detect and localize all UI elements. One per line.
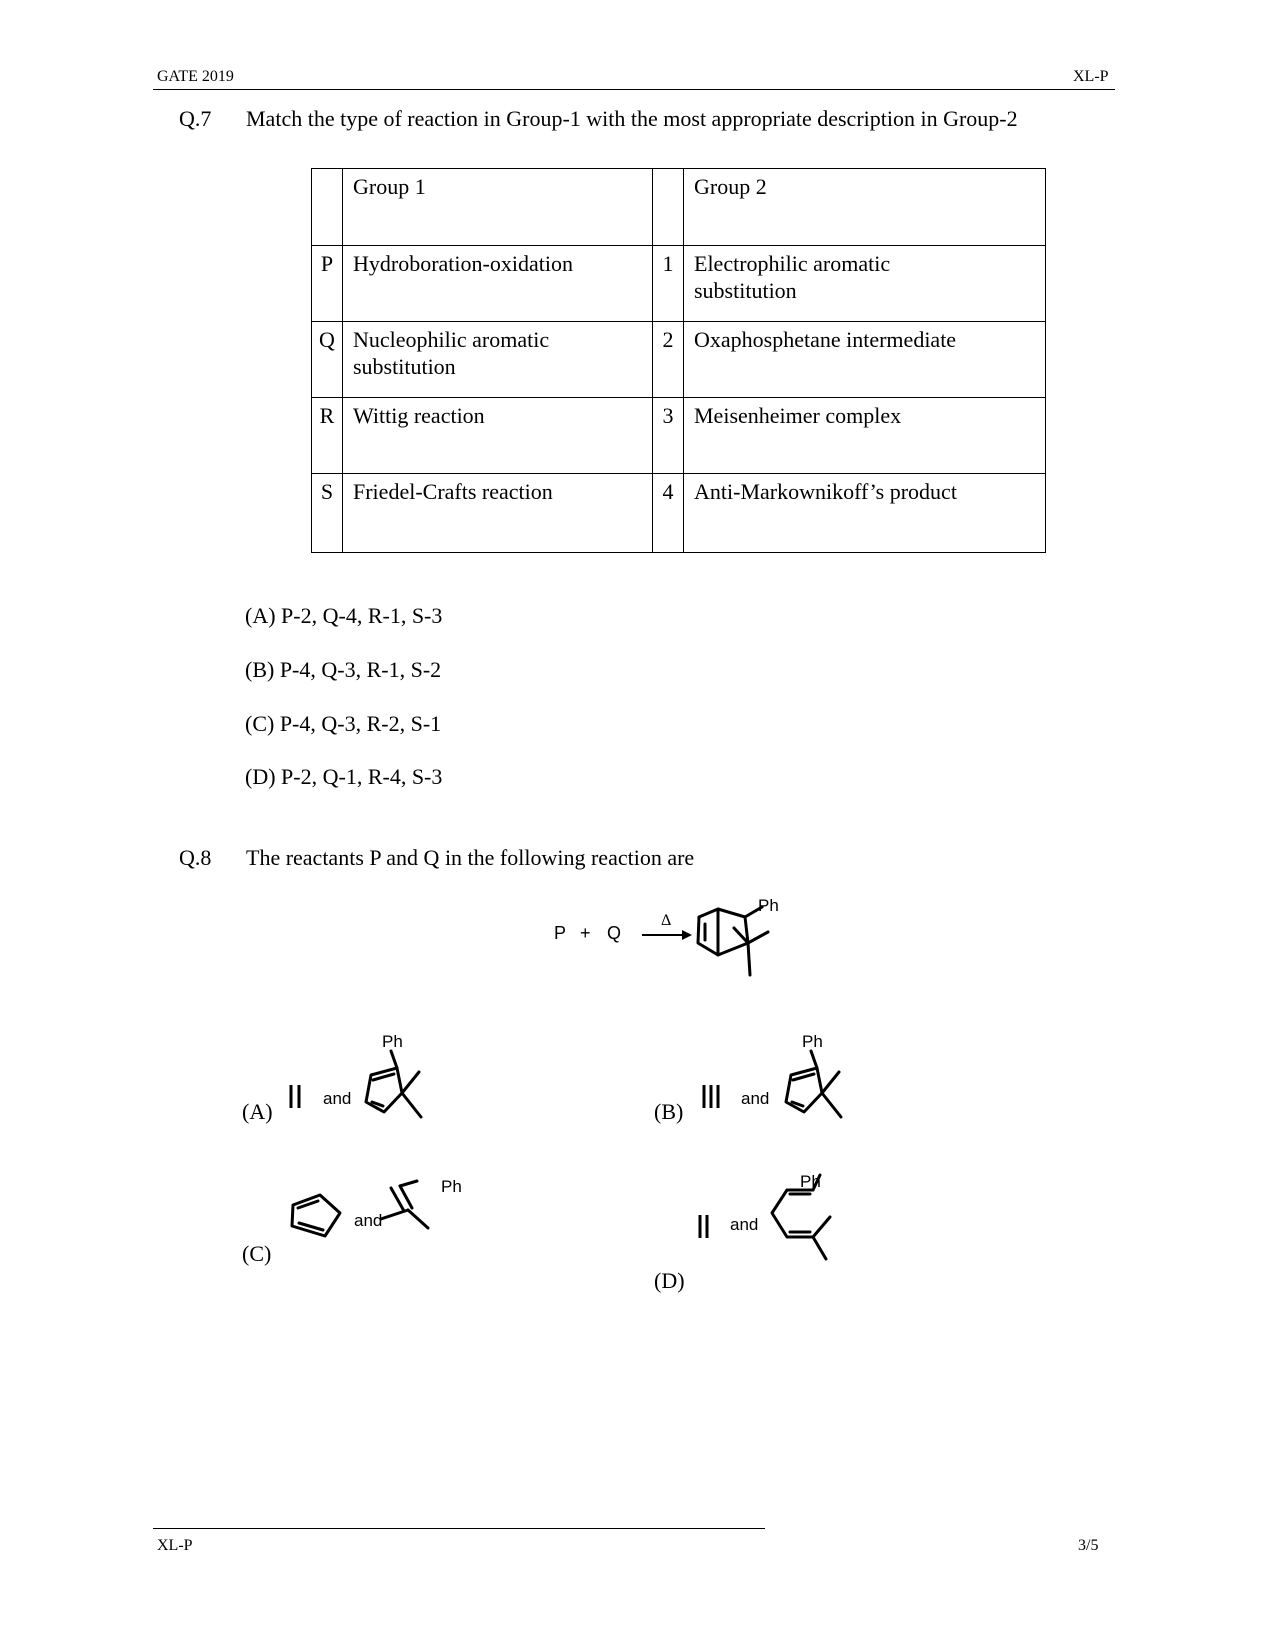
table-row	[312, 322, 1046, 398]
table-header-row	[312, 169, 1046, 246]
reactant-p: P	[554, 923, 567, 943]
q7-match-table	[311, 168, 1046, 553]
footer-paper-code: XL-P	[157, 1537, 193, 1554]
table-group1-item: Hydroboration-oxidation	[343, 246, 653, 322]
table-group2-item: Oxaphosphetane intermediate	[684, 322, 1046, 398]
table-group2-item: Anti-Markownikoff’s product	[684, 474, 1046, 553]
q8-option-c-label[interactable]: (C)	[242, 1241, 272, 1266]
cyclopentadiene-structure	[786, 1051, 841, 1117]
substituent-label: Ph	[802, 1032, 823, 1051]
product-substituent-label: Ph	[758, 896, 779, 915]
reaction-arrow	[642, 930, 692, 940]
table-group2-header: Group 2	[684, 169, 1046, 246]
cyclopentadiene-structure	[366, 1051, 421, 1117]
cyclopentadiene-structure	[292, 1195, 340, 1236]
joiner-text: and	[323, 1089, 352, 1108]
table-group1-item: Friedel-Crafts reaction	[343, 474, 653, 553]
table-key: P	[312, 246, 343, 322]
table-key: R	[312, 398, 343, 474]
ethene-structure	[291, 1085, 299, 1108]
joiner-text: and	[354, 1211, 383, 1230]
q8-option-d-label[interactable]: (D)	[654, 1268, 685, 1293]
reactant-q: Q	[607, 923, 622, 943]
ethyne-structure	[704, 1085, 718, 1108]
table-group2-item: Electrophilic aromatic substitution	[684, 246, 1046, 322]
q8-number: Q.8	[179, 845, 212, 870]
q8-option-a-structures[interactable]	[280, 1030, 450, 1130]
styrene-alkene-structure	[381, 1181, 428, 1228]
q7-option-c[interactable]: (C) P-4, Q-3, R-2, S-1	[245, 711, 442, 736]
table-group1-item: Nucleophilic aromatic substitution	[343, 322, 653, 398]
table-group2-item: Meisenheimer complex	[684, 398, 1046, 474]
table-cell-blank	[653, 169, 684, 246]
joiner-text: and	[730, 1215, 759, 1234]
bicyclic-product-structure	[698, 907, 768, 975]
q8-option-b-structures[interactable]	[695, 1030, 865, 1130]
table-cell-blank	[312, 169, 343, 246]
table-group1-item: Wittig reaction	[343, 398, 653, 474]
table-num: 4	[653, 474, 684, 553]
footer-page-number: 3/5	[1078, 1537, 1099, 1554]
header-exam-title: GATE 2019	[157, 68, 234, 85]
q7-option-a[interactable]: (A) P-2, Q-4, R-1, S-3	[245, 603, 443, 628]
q7-option-b[interactable]: (B) P-4, Q-3, R-1, S-2	[245, 657, 442, 682]
table-num: 2	[653, 322, 684, 398]
joiner-text: and	[741, 1089, 770, 1108]
substituent-label: Ph	[382, 1032, 403, 1051]
header-rule	[153, 89, 1115, 90]
plus-sign: +	[580, 923, 591, 943]
q7-number: Q.7	[179, 106, 212, 131]
q8-option-b-label[interactable]: (B)	[654, 1099, 684, 1124]
table-group1-header: Group 1	[343, 169, 653, 246]
substituent-label: Ph	[800, 1172, 821, 1191]
q7-text: Match the type of reaction in Group-1 with the most appropriate description in Group-2	[246, 106, 1018, 131]
table-row	[312, 474, 1046, 553]
q8-option-a-label[interactable]: (A)	[242, 1099, 273, 1124]
table-row	[312, 398, 1046, 474]
table-key: S	[312, 474, 343, 553]
header-paper-code: XL-P	[1073, 68, 1109, 85]
table-num: 1	[653, 246, 684, 322]
q8-reaction-scheme	[540, 895, 820, 995]
heat-symbol: Δ	[661, 912, 672, 929]
table-row	[312, 246, 1046, 322]
q8-option-c-structures[interactable]	[280, 1175, 500, 1275]
footer-rule	[153, 1528, 765, 1529]
ethene-structure	[700, 1215, 707, 1238]
table-num: 3	[653, 398, 684, 474]
q7-option-d[interactable]: (D) P-2, Q-1, R-4, S-3	[245, 764, 443, 789]
substituent-label: Ph	[441, 1177, 462, 1196]
q8-text: The reactants P and Q in the following reaction are	[246, 845, 695, 870]
q8-option-d-structures[interactable]	[690, 1170, 870, 1280]
table-key: Q	[312, 322, 343, 398]
